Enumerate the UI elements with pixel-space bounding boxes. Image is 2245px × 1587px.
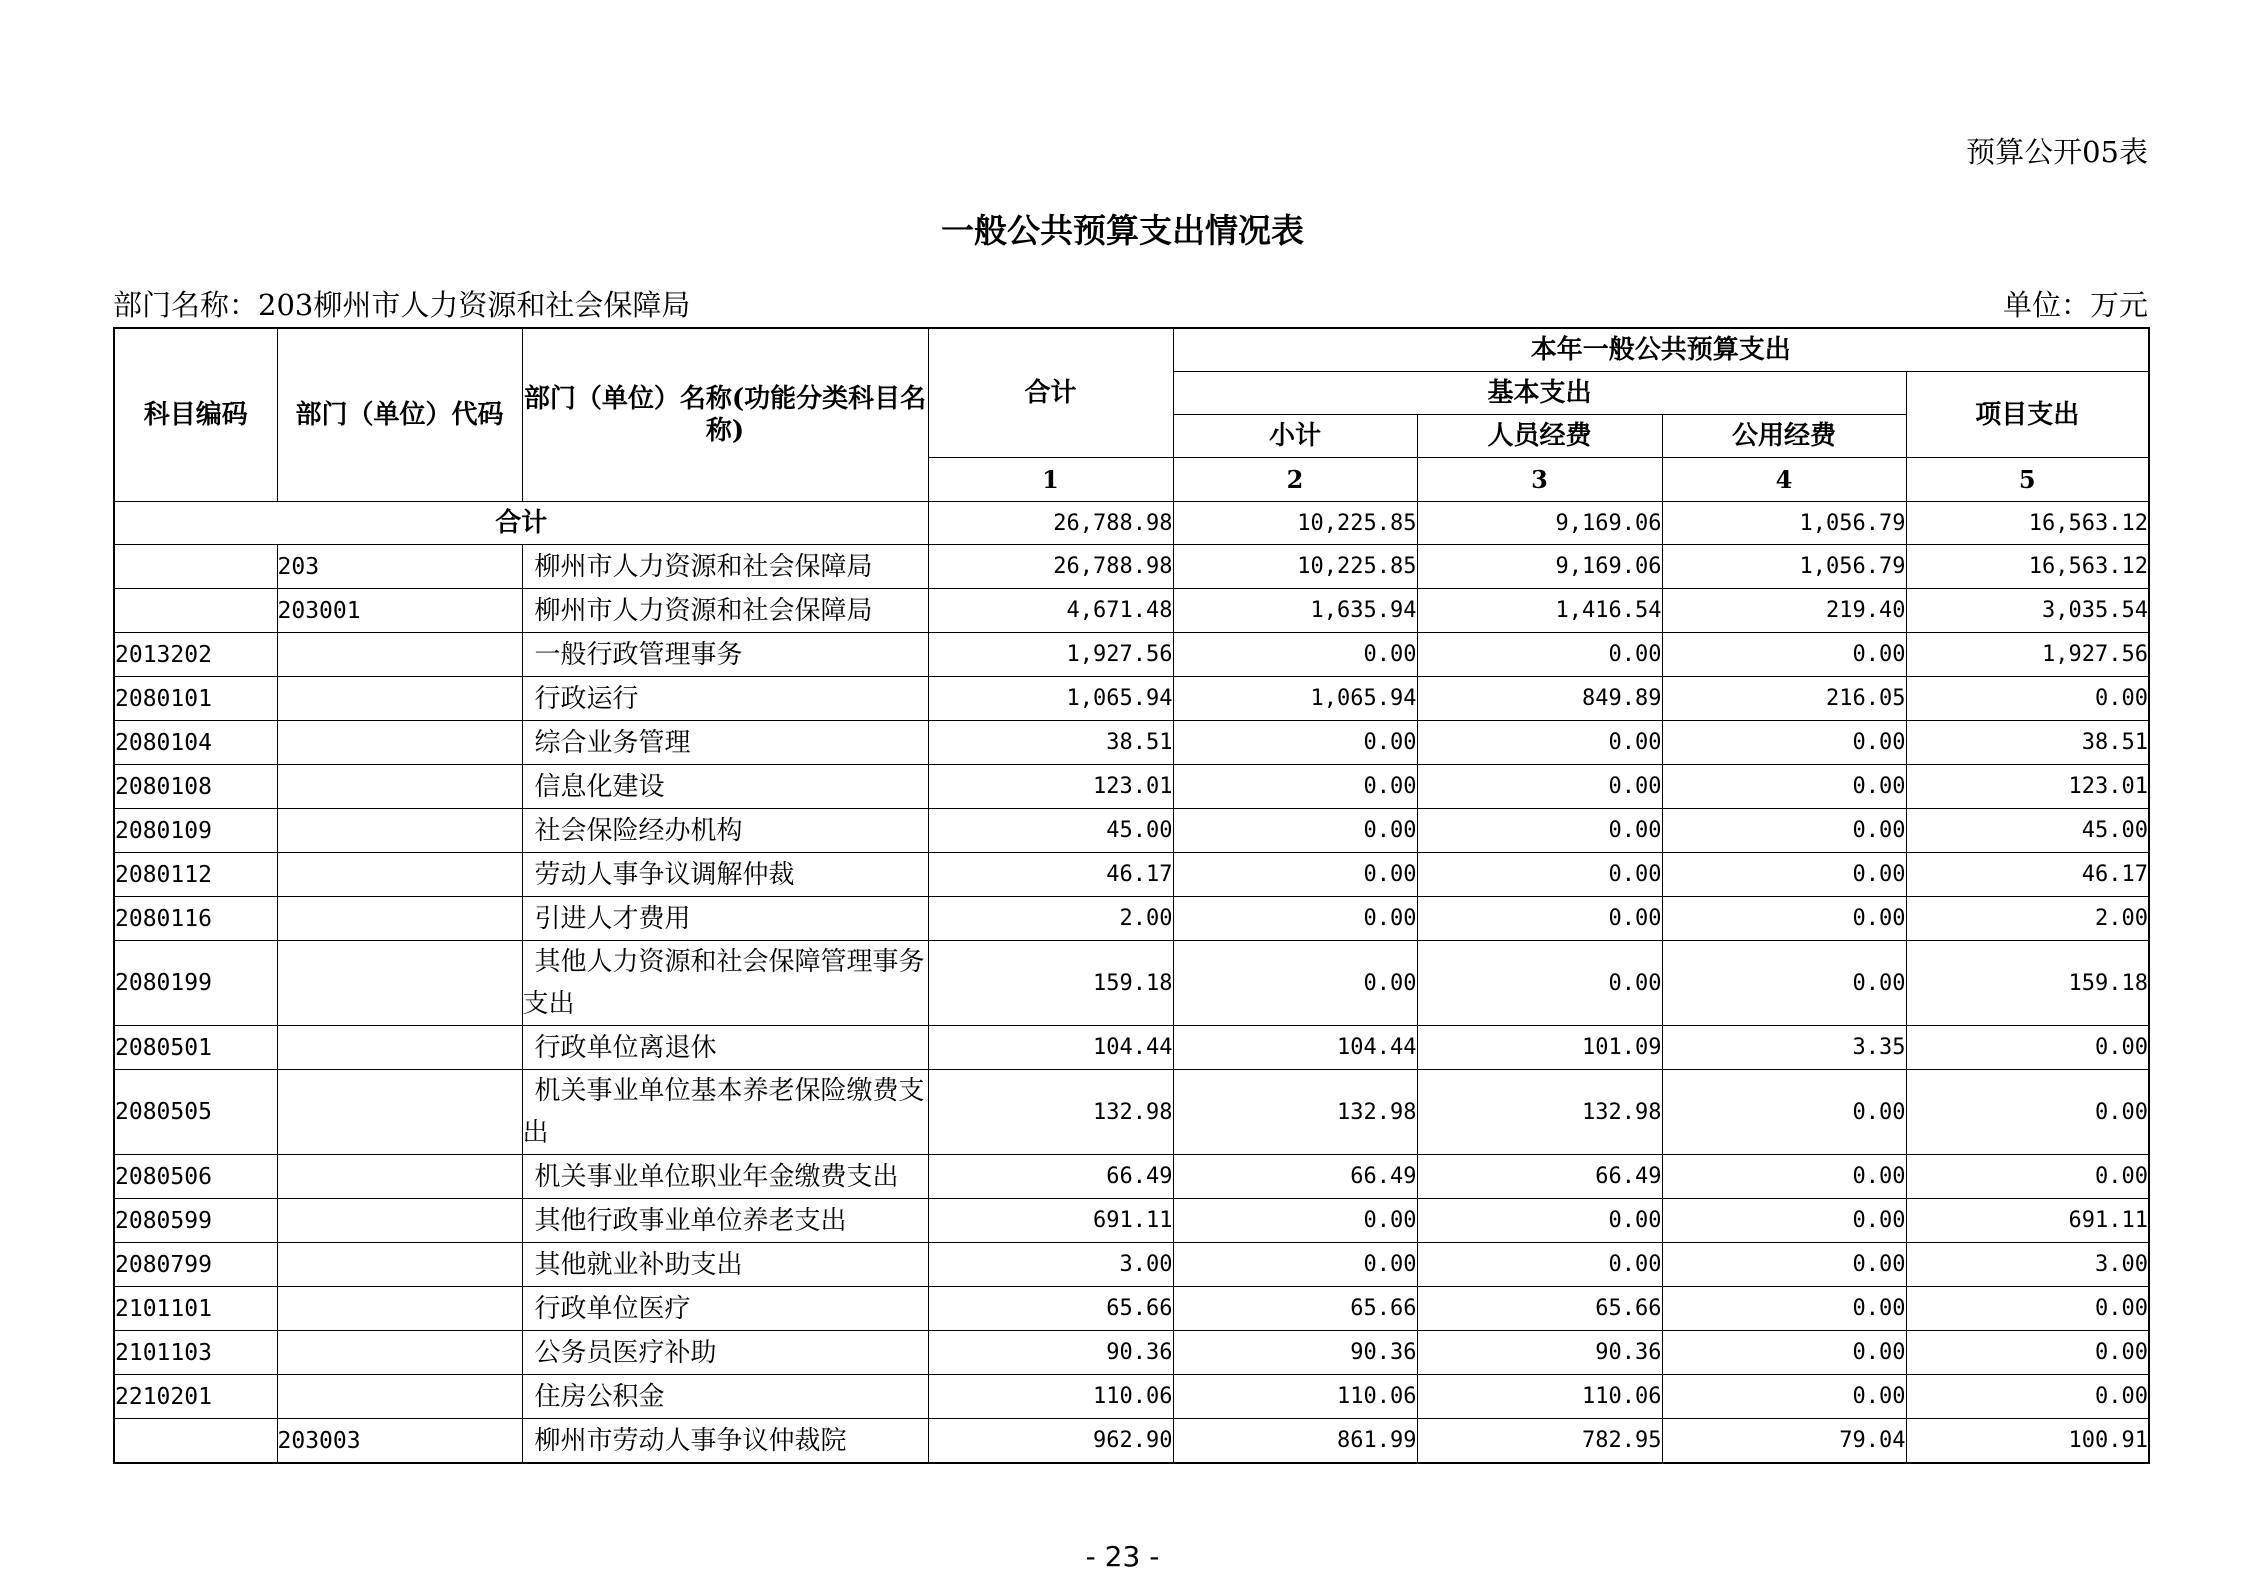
project-cell: 2.00 [1906, 897, 2149, 941]
table-row [114, 721, 2149, 765]
dept-code-cell [277, 897, 522, 941]
project-cell: 123.01 [1906, 765, 2149, 809]
public-cell: 79.04 [1662, 1419, 1906, 1464]
dept-name-cell: 社会保险经办机构 [522, 809, 928, 853]
dept-code-cell: 203 [277, 545, 522, 589]
dept-name-cell: 其他就业补助支出 [522, 1243, 928, 1287]
subject-code-cell: 2101101 [114, 1287, 277, 1331]
column-number: 2 [1173, 458, 1417, 502]
public-cell: 216.05 [1662, 677, 1906, 721]
project-cell: 38.51 [1906, 721, 2149, 765]
total-cell: 1,927.56 [928, 633, 1173, 677]
subject-code-cell: 2080104 [114, 721, 277, 765]
column-number: 3 [1417, 458, 1662, 502]
project-cell: 3,035.54 [1906, 589, 2149, 633]
table-row [114, 1070, 2149, 1155]
personnel-cell: 0.00 [1417, 633, 1662, 677]
project-cell: 0.00 [1906, 1155, 2149, 1199]
public-cell: 0.00 [1662, 941, 1906, 1026]
public-cell: 0.00 [1662, 721, 1906, 765]
dept-name-cell: 一般行政管理事务 [522, 633, 928, 677]
project-cell: 0.00 [1906, 1375, 2149, 1419]
subject-code-cell: 2080108 [114, 765, 277, 809]
public-cell: 0.00 [1662, 853, 1906, 897]
personnel-cell: 0.00 [1417, 809, 1662, 853]
subtotal-cell: 1,065.94 [1173, 677, 1417, 721]
header-total: 合计 [928, 328, 1173, 458]
personnel-cell: 110.06 [1417, 1375, 1662, 1419]
table-row [114, 1287, 2149, 1331]
dept-code-cell [277, 1243, 522, 1287]
dept-name-cell: 柳州市人力资源和社会保障局 [522, 589, 928, 633]
subject-code-cell: 2080799 [114, 1243, 277, 1287]
subtotal-cell: 1,635.94 [1173, 589, 1417, 633]
personnel-cell: 0.00 [1417, 897, 1662, 941]
public-cell: 219.40 [1662, 589, 1906, 633]
column-number: 1 [928, 458, 1173, 502]
public-cell: 0.00 [1662, 1375, 1906, 1419]
total-cell: 691.11 [928, 1199, 1173, 1243]
public-cell: 0.00 [1662, 1199, 1906, 1243]
personnel-cell: 132.98 [1417, 1070, 1662, 1155]
total-cell: 65.66 [928, 1287, 1173, 1331]
table-row [114, 545, 2149, 589]
dept-name-cell: 住房公积金 [522, 1375, 928, 1419]
table-row [114, 1243, 2149, 1287]
dept-name-cell: 行政单位医疗 [522, 1287, 928, 1331]
personnel-cell: 0.00 [1417, 765, 1662, 809]
table-row [114, 677, 2149, 721]
header-subject-code: 科目编码 [114, 328, 277, 502]
personnel-cell: 0.00 [1417, 721, 1662, 765]
dept-code-cell [277, 1070, 522, 1155]
total-cell: 962.90 [928, 1419, 1173, 1464]
dept-code-cell [277, 765, 522, 809]
project-cell: 0.00 [1906, 1331, 2149, 1375]
subtotal-cell: 0.00 [1173, 633, 1417, 677]
dept-name-cell: 其他人力资源和社会保障管理事务支出 [522, 941, 928, 1026]
public-cell: 0.00 [1662, 897, 1906, 941]
personnel-cell: 0.00 [1417, 853, 1662, 897]
personnel-cell: 0.00 [1417, 1199, 1662, 1243]
project-cell: 16,563.12 [1906, 502, 2149, 545]
table-row [114, 1026, 2149, 1070]
public-cell: 0.00 [1662, 1243, 1906, 1287]
header-dept-code: 部门（单位）代码 [277, 328, 522, 502]
total-cell: 159.18 [928, 941, 1173, 1026]
public-cell: 0.00 [1662, 765, 1906, 809]
subtotal-cell: 0.00 [1173, 941, 1417, 1026]
project-cell: 0.00 [1906, 1287, 2149, 1331]
total-cell: 38.51 [928, 721, 1173, 765]
subtotal-cell: 0.00 [1173, 765, 1417, 809]
total-cell: 66.49 [928, 1155, 1173, 1199]
project-cell: 45.00 [1906, 809, 2149, 853]
public-cell: 3.35 [1662, 1026, 1906, 1070]
table-row [114, 897, 2149, 941]
dept-name-cell: 机关事业单位职业年金缴费支出 [522, 1155, 928, 1199]
project-cell: 46.17 [1906, 853, 2149, 897]
subject-code-cell: 2013202 [114, 633, 277, 677]
total-cell: 4,671.48 [928, 589, 1173, 633]
dept-code-cell [277, 721, 522, 765]
table-row [114, 853, 2149, 897]
form-code-label: 预算公开05表 [1966, 135, 2148, 169]
project-cell: 3.00 [1906, 1243, 2149, 1287]
subtotal-cell: 861.99 [1173, 1419, 1417, 1464]
public-cell: 0.00 [1662, 1155, 1906, 1199]
dept-name-cell: 综合业务管理 [522, 721, 928, 765]
dept-code-cell: 203003 [277, 1419, 522, 1464]
table-row [114, 1331, 2149, 1375]
dept-code-cell [277, 677, 522, 721]
dept-code-cell [277, 853, 522, 897]
public-cell: 0.00 [1662, 1331, 1906, 1375]
table-header [114, 328, 2149, 502]
header-project-expenditure: 项目支出 [1906, 372, 2149, 458]
subject-code-cell: 2101103 [114, 1331, 277, 1375]
page-number: - 23 - [1085, 1540, 1160, 1573]
dept-name-cell: 行政单位离退休 [522, 1026, 928, 1070]
subtotal-cell: 90.36 [1173, 1331, 1417, 1375]
subtotal-cell: 65.66 [1173, 1287, 1417, 1331]
dept-code-cell [277, 1287, 522, 1331]
personnel-cell: 0.00 [1417, 941, 1662, 1026]
table-row [114, 1419, 2149, 1464]
total-cell: 123.01 [928, 765, 1173, 809]
subject-code-cell: 2080112 [114, 853, 277, 897]
table-row [114, 941, 2149, 1026]
page-title: 一般公共预算支出情况表 [941, 211, 1304, 250]
table-row [114, 633, 2149, 677]
total-cell: 110.06 [928, 1375, 1173, 1419]
subject-code-cell [114, 545, 277, 589]
header-basic-expenditure: 基本支出 [1173, 372, 1906, 415]
personnel-cell: 0.00 [1417, 1243, 1662, 1287]
subject-code-cell: 2080506 [114, 1155, 277, 1199]
personnel-cell: 1,416.54 [1417, 589, 1662, 633]
table-row [114, 1155, 2149, 1199]
dept-code-cell [277, 1375, 522, 1419]
subject-code-cell: 2210201 [114, 1375, 277, 1419]
dept-name-cell: 信息化建设 [522, 765, 928, 809]
dept-name-cell: 柳州市人力资源和社会保障局 [522, 545, 928, 589]
header-public-expense: 公用经费 [1662, 415, 1906, 458]
total-cell: 26,788.98 [928, 502, 1173, 545]
total-cell: 46.17 [928, 853, 1173, 897]
subject-code-cell: 2080199 [114, 941, 277, 1026]
public-cell: 0.00 [1662, 1287, 1906, 1331]
dept-code-cell [277, 1155, 522, 1199]
public-cell: 1,056.79 [1662, 502, 1906, 545]
dept-code-cell [277, 633, 522, 677]
dept-name-cell: 柳州市劳动人事争议仲裁院 [522, 1419, 928, 1464]
subject-code-cell [114, 1419, 277, 1464]
subtotal-cell: 0.00 [1173, 1199, 1417, 1243]
project-cell: 159.18 [1906, 941, 2149, 1026]
subtotal-cell: 10,225.85 [1173, 502, 1417, 545]
subject-code-cell: 2080599 [114, 1199, 277, 1243]
subject-code-cell: 2080501 [114, 1026, 277, 1070]
subject-code-cell [114, 589, 277, 633]
dept-code-cell: 203001 [277, 589, 522, 633]
personnel-cell: 782.95 [1417, 1419, 1662, 1464]
header-current-year-expenditure: 本年一般公共预算支出 [1173, 328, 2149, 372]
subject-code-cell: 2080101 [114, 677, 277, 721]
column-number: 4 [1662, 458, 1906, 502]
project-cell: 1,927.56 [1906, 633, 2149, 677]
subtotal-cell: 10,225.85 [1173, 545, 1417, 589]
header-dept-name: 部门（单位）名称(功能分类科目名称) [522, 328, 928, 502]
subtotal-cell: 66.49 [1173, 1155, 1417, 1199]
subtotal-cell: 0.00 [1173, 809, 1417, 853]
personnel-cell: 65.66 [1417, 1287, 1662, 1331]
budget-expenditure-table [113, 327, 2150, 1464]
total-cell: 132.98 [928, 1070, 1173, 1155]
personnel-cell: 849.89 [1417, 677, 1662, 721]
total-row-label: 合计 [114, 502, 928, 545]
project-cell: 100.91 [1906, 1419, 2149, 1464]
personnel-cell: 66.49 [1417, 1155, 1662, 1199]
project-cell: 0.00 [1906, 677, 2149, 721]
project-cell: 691.11 [1906, 1199, 2149, 1243]
unit-label: 单位：万元 [2002, 288, 2148, 322]
dept-name-cell: 引进人才费用 [522, 897, 928, 941]
subtotal-cell: 104.44 [1173, 1026, 1417, 1070]
personnel-cell: 9,169.06 [1417, 545, 1662, 589]
total-cell: 2.00 [928, 897, 1173, 941]
dept-name-cell: 劳动人事争议调解仲裁 [522, 853, 928, 897]
project-cell: 0.00 [1906, 1026, 2149, 1070]
total-cell: 45.00 [928, 809, 1173, 853]
total-row [114, 502, 2149, 545]
subject-code-cell: 2080116 [114, 897, 277, 941]
dept-name-cell: 其他行政事业单位养老支出 [522, 1199, 928, 1243]
project-cell: 16,563.12 [1906, 545, 2149, 589]
table-row [114, 1375, 2149, 1419]
dept-code-cell [277, 1199, 522, 1243]
subtotal-cell: 0.00 [1173, 1243, 1417, 1287]
dept-code-cell [277, 1026, 522, 1070]
personnel-cell: 90.36 [1417, 1331, 1662, 1375]
personnel-cell: 101.09 [1417, 1026, 1662, 1070]
subject-code-cell: 2080109 [114, 809, 277, 853]
table-row [114, 809, 2149, 853]
dept-name-cell: 公务员医疗补助 [522, 1331, 928, 1375]
header-personnel-expense: 人员经费 [1417, 415, 1662, 458]
subtotal-cell: 132.98 [1173, 1070, 1417, 1155]
table-row [114, 589, 2149, 633]
personnel-cell: 9,169.06 [1417, 502, 1662, 545]
total-cell: 1,065.94 [928, 677, 1173, 721]
table-row [114, 765, 2149, 809]
total-cell: 104.44 [928, 1026, 1173, 1070]
subtotal-cell: 0.00 [1173, 897, 1417, 941]
project-cell: 0.00 [1906, 1070, 2149, 1155]
table-body [114, 502, 2149, 1464]
total-cell: 90.36 [928, 1331, 1173, 1375]
dept-name-cell: 机关事业单位基本养老保险缴费支出 [522, 1070, 928, 1155]
dept-code-cell [277, 941, 522, 1026]
subtotal-cell: 0.00 [1173, 853, 1417, 897]
dept-name-cell: 行政运行 [522, 677, 928, 721]
total-cell: 3.00 [928, 1243, 1173, 1287]
dept-code-cell [277, 809, 522, 853]
dept-code-cell [277, 1331, 522, 1375]
header-subtotal: 小计 [1173, 415, 1417, 458]
department-name-label: 部门名称：203柳州市人力资源和社会保障局 [113, 288, 691, 322]
column-number: 5 [1906, 458, 2149, 502]
public-cell: 0.00 [1662, 633, 1906, 677]
public-cell: 0.00 [1662, 1070, 1906, 1155]
subtotal-cell: 0.00 [1173, 721, 1417, 765]
public-cell: 1,056.79 [1662, 545, 1906, 589]
table-row [114, 1199, 2149, 1243]
subject-code-cell: 2080505 [114, 1070, 277, 1155]
total-cell: 26,788.98 [928, 545, 1173, 589]
public-cell: 0.00 [1662, 809, 1906, 853]
subtotal-cell: 110.06 [1173, 1375, 1417, 1419]
